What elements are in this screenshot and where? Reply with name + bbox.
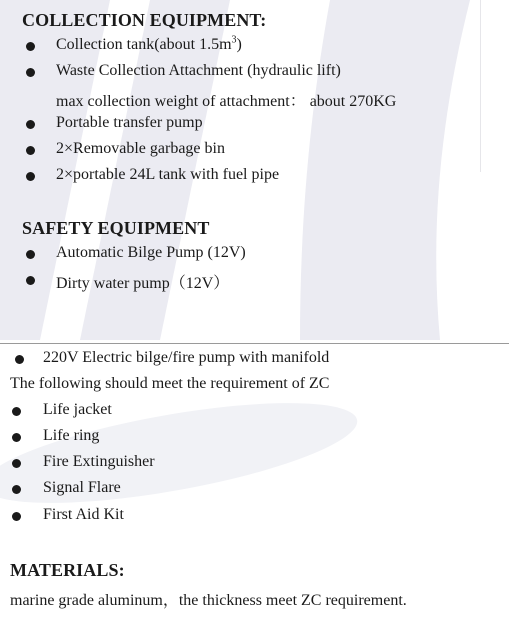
materials-text: marine grade aluminum，the thickness meet ZC requirement. [10,592,407,609]
safety-item-fire-extinguisher: Fire Extinguisher [43,453,155,470]
collection-heading: COLLECTION EQUIPMENT: [22,10,267,30]
safety-item-signal-flare: Signal Flare [43,479,121,496]
bullet-icon [12,459,21,468]
zc-requirement-note: The following should meet the requirement of ZC [10,375,330,392]
safety-item-bilge-pump: Automatic Bilge Pump (12V) [56,244,246,261]
safety-item-electric-pump: 220V Electric bilge/fire pump with manifold [43,349,330,366]
collection-item-weight: max collection weight of attachment： about 270KG [56,93,397,110]
collection-item-pump: Portable transfer pump [56,114,203,131]
bullet-icon [26,172,35,181]
bullet-icon [26,120,35,129]
collection-item-tank: Collection tank(about $1.5m^3$) [56,34,242,53]
section-divider [0,343,509,344]
materials-heading: MATERIALS: [10,560,125,580]
right-edge-panel [480,0,509,172]
bullet-icon [12,512,21,521]
safety-item-life-jacket: Life jacket [43,401,112,418]
bullet-icon [26,146,35,155]
bullet-icon [26,250,35,259]
safety-item-life-ring: Life ring [43,427,100,444]
safety-item-dirty-water-pump: Dirty water pump（12V） [56,275,230,292]
bullet-icon [12,407,21,416]
bullet-icon [12,485,21,494]
bullet-icon [15,355,24,364]
safety-item-first-aid-kit: First Aid Kit [43,506,124,523]
collection-item-bin: 2×Removable garbage bin [56,140,225,157]
safety-heading: SAFETY EQUIPMENT [22,218,210,238]
bullet-icon [26,68,35,77]
collection-item-attachment: Waste Collection Attachment (hydraulic lift) [56,62,341,79]
bullet-icon [26,42,35,51]
collection-item-tank-24l: 2×portable 24L tank with fuel pipe [56,166,280,183]
bullet-icon [12,433,21,442]
bullet-icon [26,276,35,285]
